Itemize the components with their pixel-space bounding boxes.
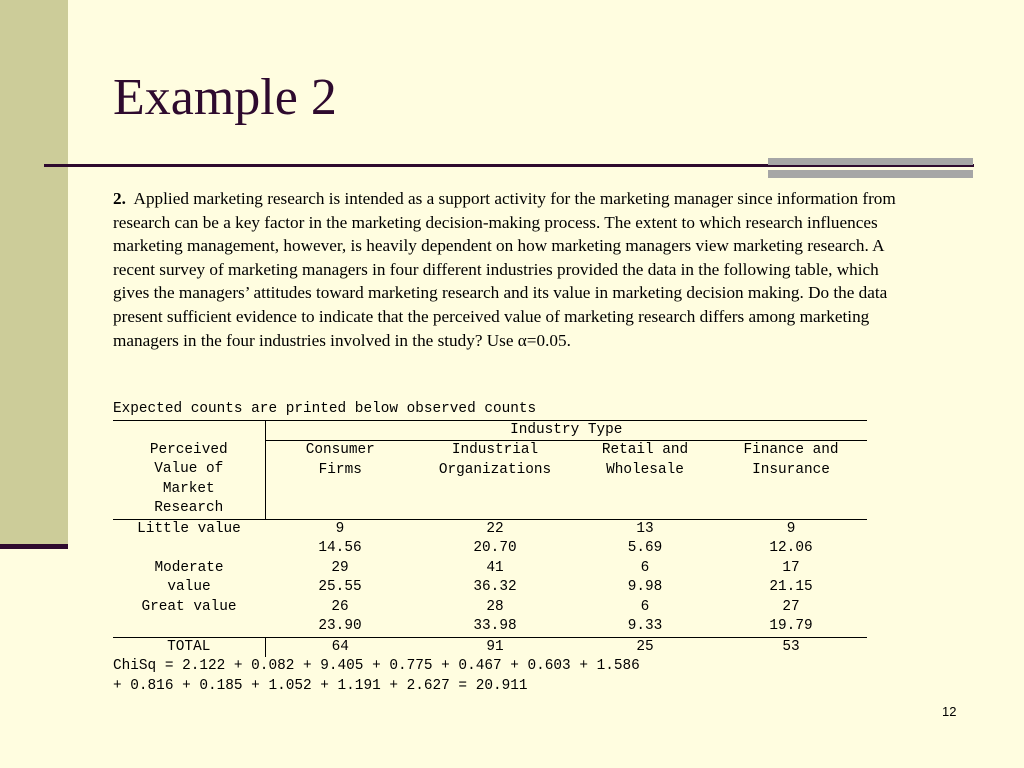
- column-header-line: Wholesale: [606, 461, 684, 478]
- problem-statement: [113, 187, 913, 352]
- cell-value: 6: [640, 559, 650, 576]
- total-value: 25: [636, 638, 654, 655]
- row-label: Moderate: [154, 559, 224, 576]
- row-header-line: Market: [162, 480, 215, 497]
- cell-value: 23.90: [265, 617, 415, 637]
- column-header-line: Firms: [318, 461, 362, 478]
- total-value: 91: [486, 638, 504, 655]
- cell-value: 9: [786, 520, 796, 537]
- table-row: [113, 578, 867, 598]
- row-label: [113, 539, 265, 559]
- row-label: value: [167, 579, 211, 595]
- column-header-row: [113, 441, 867, 520]
- table-row: [113, 559, 867, 579]
- accent-bar-bottom: [768, 170, 973, 178]
- column-header-finance: [715, 441, 867, 520]
- cell-value: 25.55: [318, 579, 362, 595]
- cell-value: 12.06: [769, 540, 813, 556]
- cell-value: 26: [331, 598, 349, 615]
- cell-value: 29: [331, 559, 349, 576]
- corner-cell: [113, 420, 265, 441]
- table-row: [113, 617, 867, 637]
- column-header-line: Industrial: [451, 442, 539, 458]
- cell-value: 9.33: [575, 617, 715, 637]
- cell-value: 21.15: [769, 579, 813, 595]
- row-label: Great value: [141, 598, 237, 615]
- column-header-consumer: [265, 441, 415, 520]
- alpha-symbol: α: [517, 330, 527, 350]
- slide-title: Example 2: [113, 69, 337, 126]
- cell-value: 17: [782, 559, 800, 576]
- cell-value: 20.70: [473, 540, 517, 556]
- total-label: TOTAL: [167, 638, 211, 655]
- row-header-cell: [113, 441, 265, 520]
- cell-value: 13: [636, 520, 654, 537]
- cell-value: 28: [486, 598, 504, 615]
- column-header-line: Finance and: [743, 442, 839, 458]
- column-header-retail: [575, 441, 715, 520]
- cell-value: 9: [335, 520, 345, 537]
- page-number: 12: [942, 704, 957, 719]
- cell-value: 5.69: [627, 540, 663, 556]
- table-row: [113, 598, 867, 618]
- industry-type-header: Industry Type: [265, 420, 867, 441]
- minitab-output: [113, 400, 873, 696]
- column-header-line: Insurance: [752, 461, 830, 478]
- total-value: 53: [782, 638, 800, 655]
- cell-value: 19.79: [715, 617, 867, 637]
- cell-value: 36.32: [473, 579, 517, 595]
- row-header-line: Perceived: [149, 441, 228, 458]
- chisq-line-1: ChiSq = 2.122 + 0.082 + 9.405 + 0.775 + 0.467 + 0.603 + 1.586: [113, 658, 640, 674]
- left-band-rule: [0, 544, 68, 549]
- accent-bar-top: [768, 158, 973, 165]
- row-label: Little value: [137, 520, 241, 537]
- cell-value: 33.98: [415, 617, 575, 637]
- column-header-line: Retail and: [601, 442, 689, 458]
- chisq-line-2: + 0.816 + 0.185 + 1.052 + 1.191 + 2.627 = 20.911: [113, 677, 528, 694]
- row-header-line: Research: [154, 500, 224, 516]
- total-value: 64: [265, 637, 415, 657]
- row-label: [113, 617, 265, 637]
- output-caption: Expected counts are printed below observed counts: [113, 401, 537, 417]
- problem-number: 2.: [113, 189, 126, 208]
- column-header-industrial: [415, 441, 575, 520]
- problem-text: Applied marketing research is intended as a support activity for the marketing manager since information from research can be a key factor in the marketing decision-making process. The extent to which research influences marketing management, however, is heavily dependent on how marketing managers view marketing research. A recent survey of marketing managers in four different industries provided the data in the following table, which gives the managers’ attitudes toward marketing research and its value in marketing decision making. Do the data present sufficient evidence to indicate that the perceived value of marketing research differs among marketing managers in the four industries involved in the study? Use: [113, 189, 896, 350]
- cell-value: 41: [486, 559, 504, 576]
- table-row: [113, 519, 867, 539]
- group-header-row: [113, 420, 867, 441]
- column-header-line: Consumer: [305, 442, 375, 458]
- table-row: [113, 539, 867, 559]
- cell-value: 27: [782, 598, 800, 615]
- contingency-table: [113, 420, 867, 658]
- total-row: [113, 637, 867, 657]
- alpha-value: =0.05.: [526, 330, 571, 350]
- left-decor-band: [0, 0, 68, 548]
- cell-value: 22: [486, 520, 504, 537]
- cell-value: 9.98: [627, 579, 663, 595]
- cell-value: 6: [640, 598, 650, 615]
- row-header-line: Value of: [154, 461, 224, 477]
- cell-value: 14.56: [318, 540, 362, 556]
- column-header-line: Organizations: [438, 461, 552, 478]
